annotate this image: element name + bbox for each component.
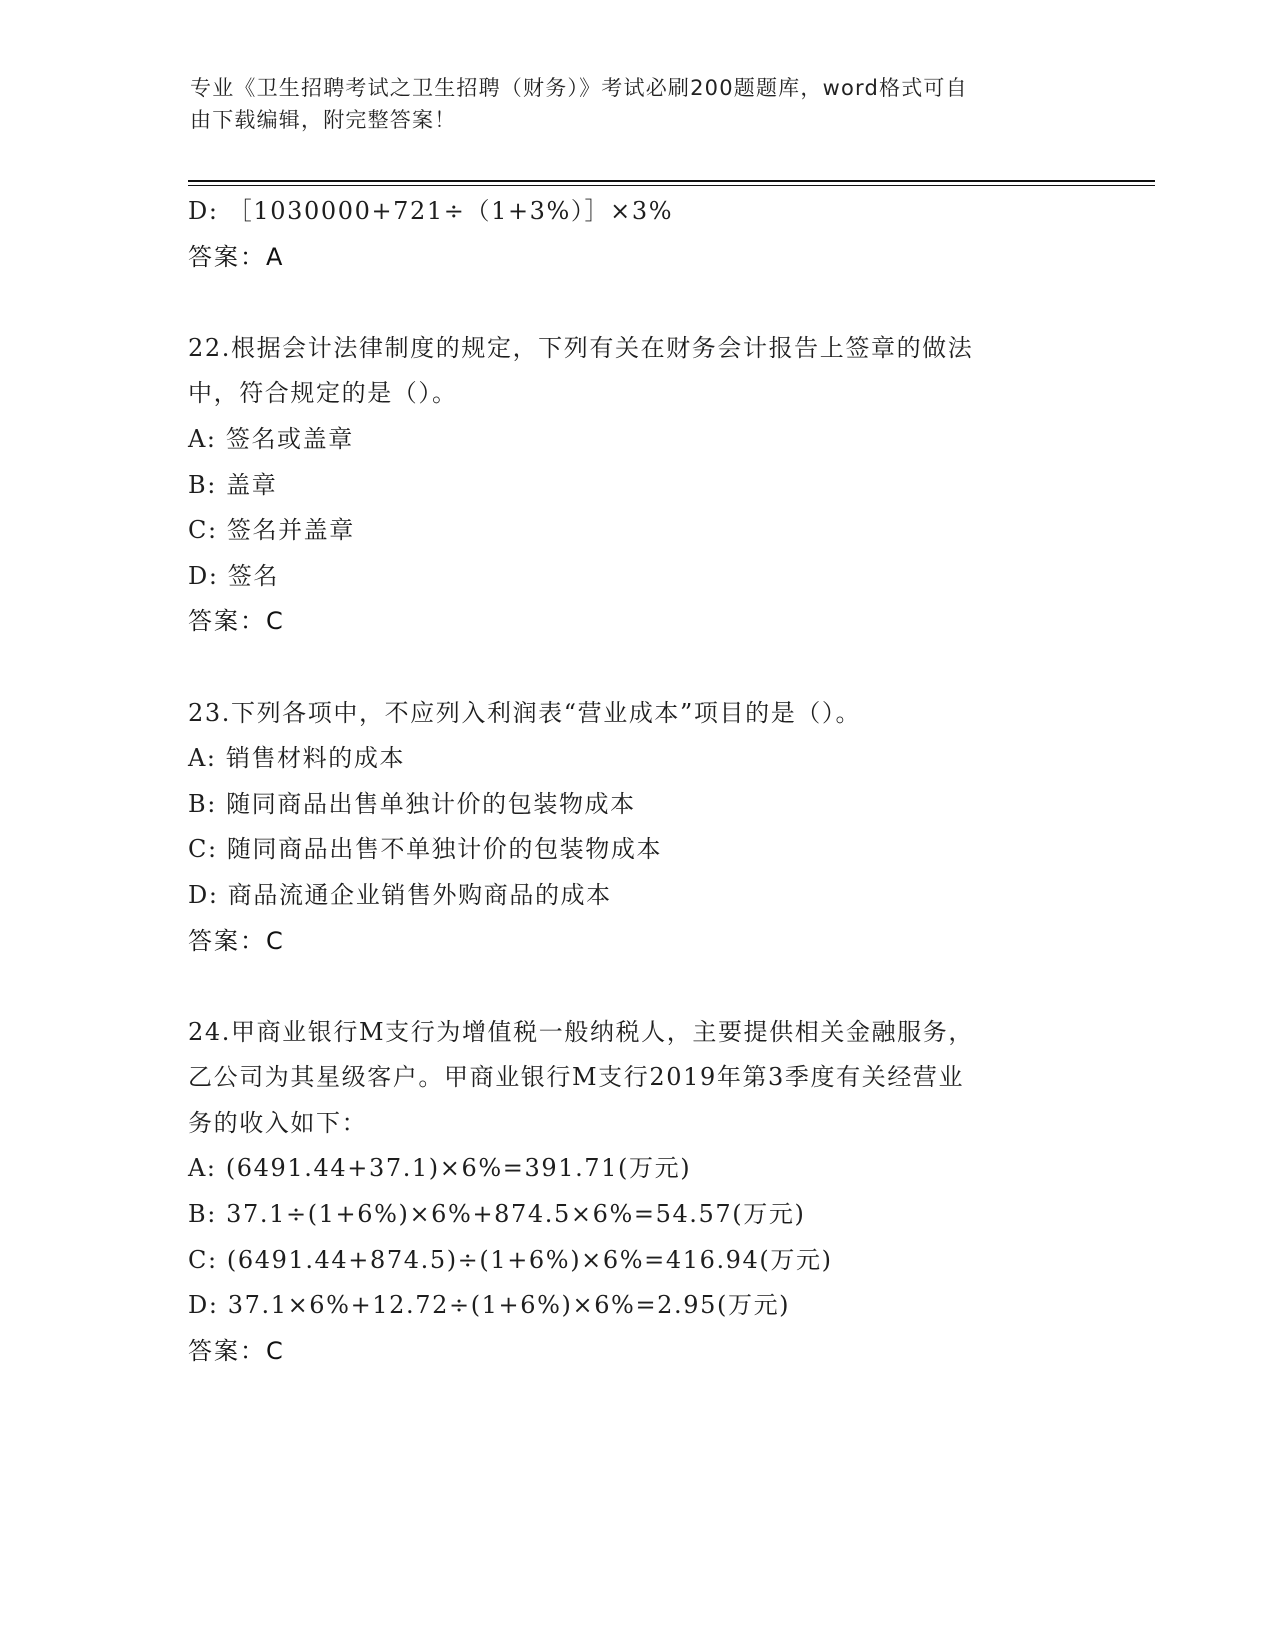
- option-c: C: 随同商品出售不单独计价的包装物成本: [188, 835, 663, 864]
- spacer: [188, 280, 1088, 326]
- answer-line: 答案：A: [188, 242, 285, 271]
- question-23: [188, 691, 1088, 965]
- header-divider-thin: [188, 185, 1155, 186]
- header-title-line-1: 专业《卫生招聘考试之卫生招聘（财务）》考试必刷200题题库，word格式可自: [190, 76, 968, 100]
- header-title-line-2: 由下载编辑，附完整答案！: [190, 108, 457, 132]
- option-a: A: 销售材料的成本: [188, 744, 406, 773]
- option-d: D: 商品流通企业销售外购商品的成本: [188, 880, 612, 909]
- option-c: C: 签名并盖章: [188, 516, 355, 545]
- question-22: [188, 326, 1088, 645]
- option-d: D: 签名: [188, 561, 279, 590]
- option-a: A: (6491.44+37.1)×6%=391.71(万元): [188, 1154, 692, 1183]
- question-list: [188, 189, 1088, 1374]
- option-d: D: ［1030000+721÷（1+3%）］×3%: [188, 197, 674, 225]
- option-d: D: 37.1×6%+12.72÷(1+6%)×6%=2.95(万元): [188, 1291, 791, 1320]
- answer-line: 答案：C: [188, 1336, 285, 1365]
- question-stem-continued: 乙公司为其星级客户。甲商业银行M支行2019年第3季度有关经营业: [188, 1063, 965, 1092]
- question-stem-continued: 中，符合规定的是（）。: [188, 379, 458, 408]
- answer-line: 答案：C: [188, 926, 285, 955]
- document-header: [190, 72, 1070, 136]
- question-21-tail: [188, 189, 1088, 280]
- question-stem: 24.甲商业银行M支行为增值税一般纳税人，主要提供相关金融服务，: [188, 1017, 974, 1046]
- question-stem: 22.根据会计法律制度的规定，下列有关在财务会计报告上签章的做法: [188, 333, 974, 362]
- question-24: [188, 1010, 1088, 1375]
- option-b: B: 随同商品出售单独计价的包装物成本: [188, 789, 636, 818]
- question-stem: 23.下列各项中，不应列入利润表“营业成本”项目的是（）。: [188, 698, 862, 727]
- header-divider-thick: [188, 180, 1155, 182]
- option-b: B: 37.1÷(1+6%)×6%+874.5×6%=54.57(万元): [188, 1200, 806, 1229]
- option-b: B: 盖章: [188, 470, 278, 499]
- option-c: C: (6491.44+874.5)÷(1+6%)×6%=416.94(万元): [188, 1245, 833, 1274]
- question-stem-continued: 务的收入如下：: [188, 1108, 368, 1137]
- spacer: [188, 964, 1088, 1010]
- answer-line: 答案：C: [188, 607, 285, 636]
- spacer: [188, 645, 1088, 691]
- option-a: A: 签名或盖章: [188, 424, 354, 453]
